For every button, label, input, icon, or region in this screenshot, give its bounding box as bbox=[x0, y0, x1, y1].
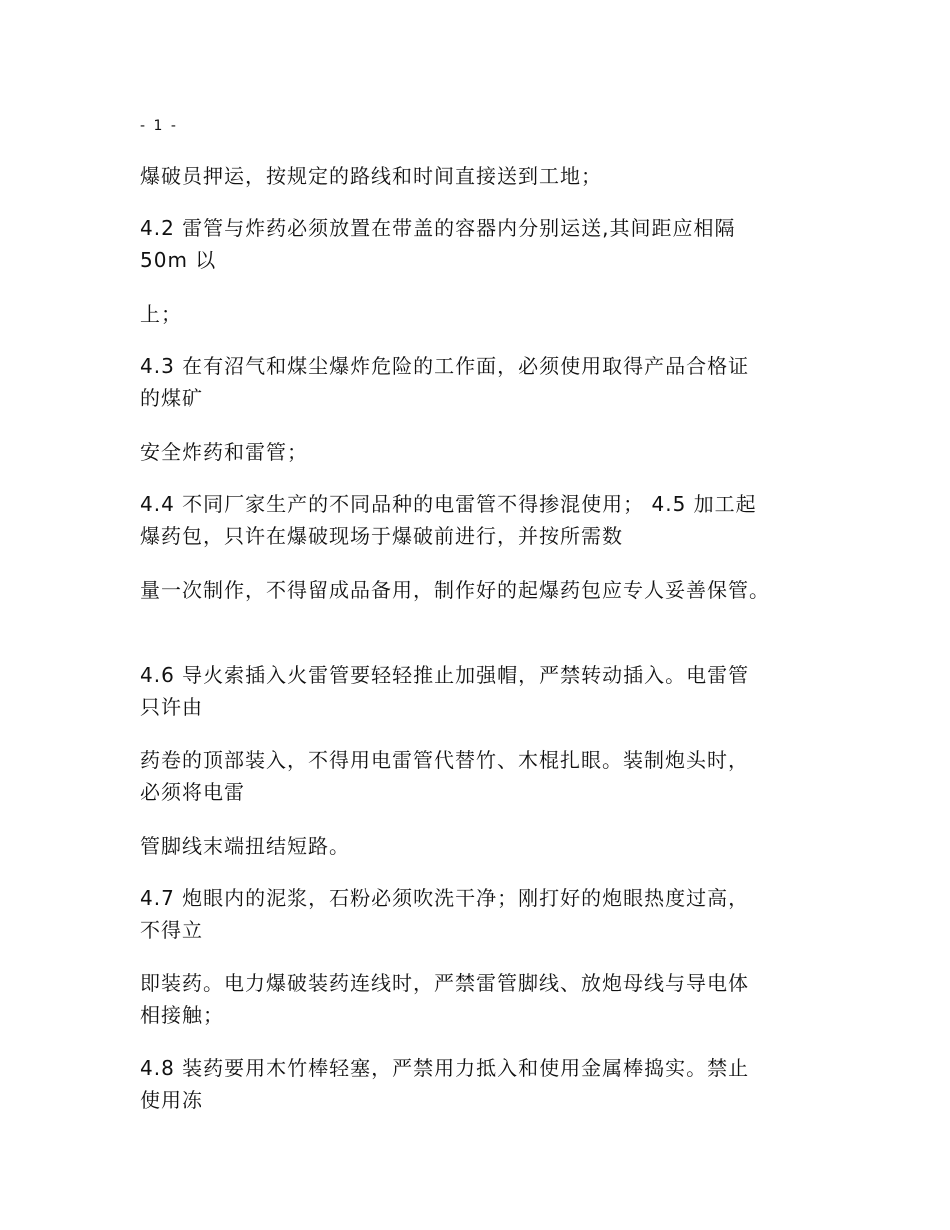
paragraph-6 bbox=[140, 488, 820, 552]
paragraph-7 bbox=[140, 574, 820, 606]
paragraph-1 bbox=[140, 160, 820, 192]
text-line: 不得立 bbox=[140, 918, 203, 942]
text-line: 50m 以 bbox=[140, 248, 217, 272]
text-line: 管脚线末端扭结短路。 bbox=[140, 834, 350, 858]
paragraph-10 bbox=[140, 830, 820, 862]
paragraph-11 bbox=[140, 882, 820, 946]
text-line: 药卷的顶部装入，不得用电雷管代替竹、木棍扎眼。装制炮头时， bbox=[140, 748, 749, 772]
text-line: 安全炸药和雷管； bbox=[140, 440, 308, 464]
text-line: 4.6 导火索插入火雷管要轻轻推止加强帽，严禁转动插入。电雷管 bbox=[140, 663, 750, 687]
text-line: 相接触； bbox=[140, 1003, 224, 1027]
text-line: 爆药包，只许在爆破现场于爆破前进行，并按所需数 bbox=[140, 524, 623, 548]
paragraph-3 bbox=[140, 298, 820, 330]
paragraph-13 bbox=[140, 1052, 820, 1116]
text-line: 爆破员押运，按规定的路线和时间直接送到工地； bbox=[140, 164, 602, 188]
text-line: 4.2 雷管与炸药必须放置在带盖的容器内分别运送,其间距应相隔 bbox=[140, 216, 736, 240]
page-number: - 1 - bbox=[140, 118, 178, 134]
paragraph-4 bbox=[140, 350, 820, 414]
text-line: 量一次制作，不得留成品备用，制作好的起爆药包应专人妥善保管。 bbox=[140, 578, 770, 602]
text-line: 上； bbox=[140, 302, 182, 326]
paragraph-9 bbox=[140, 744, 820, 808]
text-line: 4.3 在有沼气和煤尘爆炸危险的工作面，必须使用取得产品合格证 bbox=[140, 354, 750, 378]
text-line: 的煤矿 bbox=[140, 386, 203, 410]
text-line: 4.8 装药要用木竹棒轻塞，严禁用力抵入和使用金属棒捣实。禁止 bbox=[140, 1056, 750, 1080]
paragraph-5 bbox=[140, 436, 820, 468]
text-line: 使用冻 bbox=[140, 1088, 203, 1112]
paragraph-2 bbox=[140, 212, 820, 276]
text-line: 必须将电雷 bbox=[140, 780, 245, 804]
paragraph-8 bbox=[140, 659, 820, 723]
text-line: 4.7 炮眼内的泥浆，石粉必须吹洗干净；刚打好的炮眼热度过高， bbox=[140, 886, 750, 910]
paragraph-12 bbox=[140, 967, 820, 1031]
text-line: 只许由 bbox=[140, 695, 203, 719]
text-line: 即装药。电力爆破装药连线时，严禁雷管脚线、放炮母线与导电体 bbox=[140, 971, 749, 995]
text-line: 4.4 不同厂家生产的不同品种的电雷管不得掺混使用； 4.5 加工起 bbox=[140, 492, 757, 516]
